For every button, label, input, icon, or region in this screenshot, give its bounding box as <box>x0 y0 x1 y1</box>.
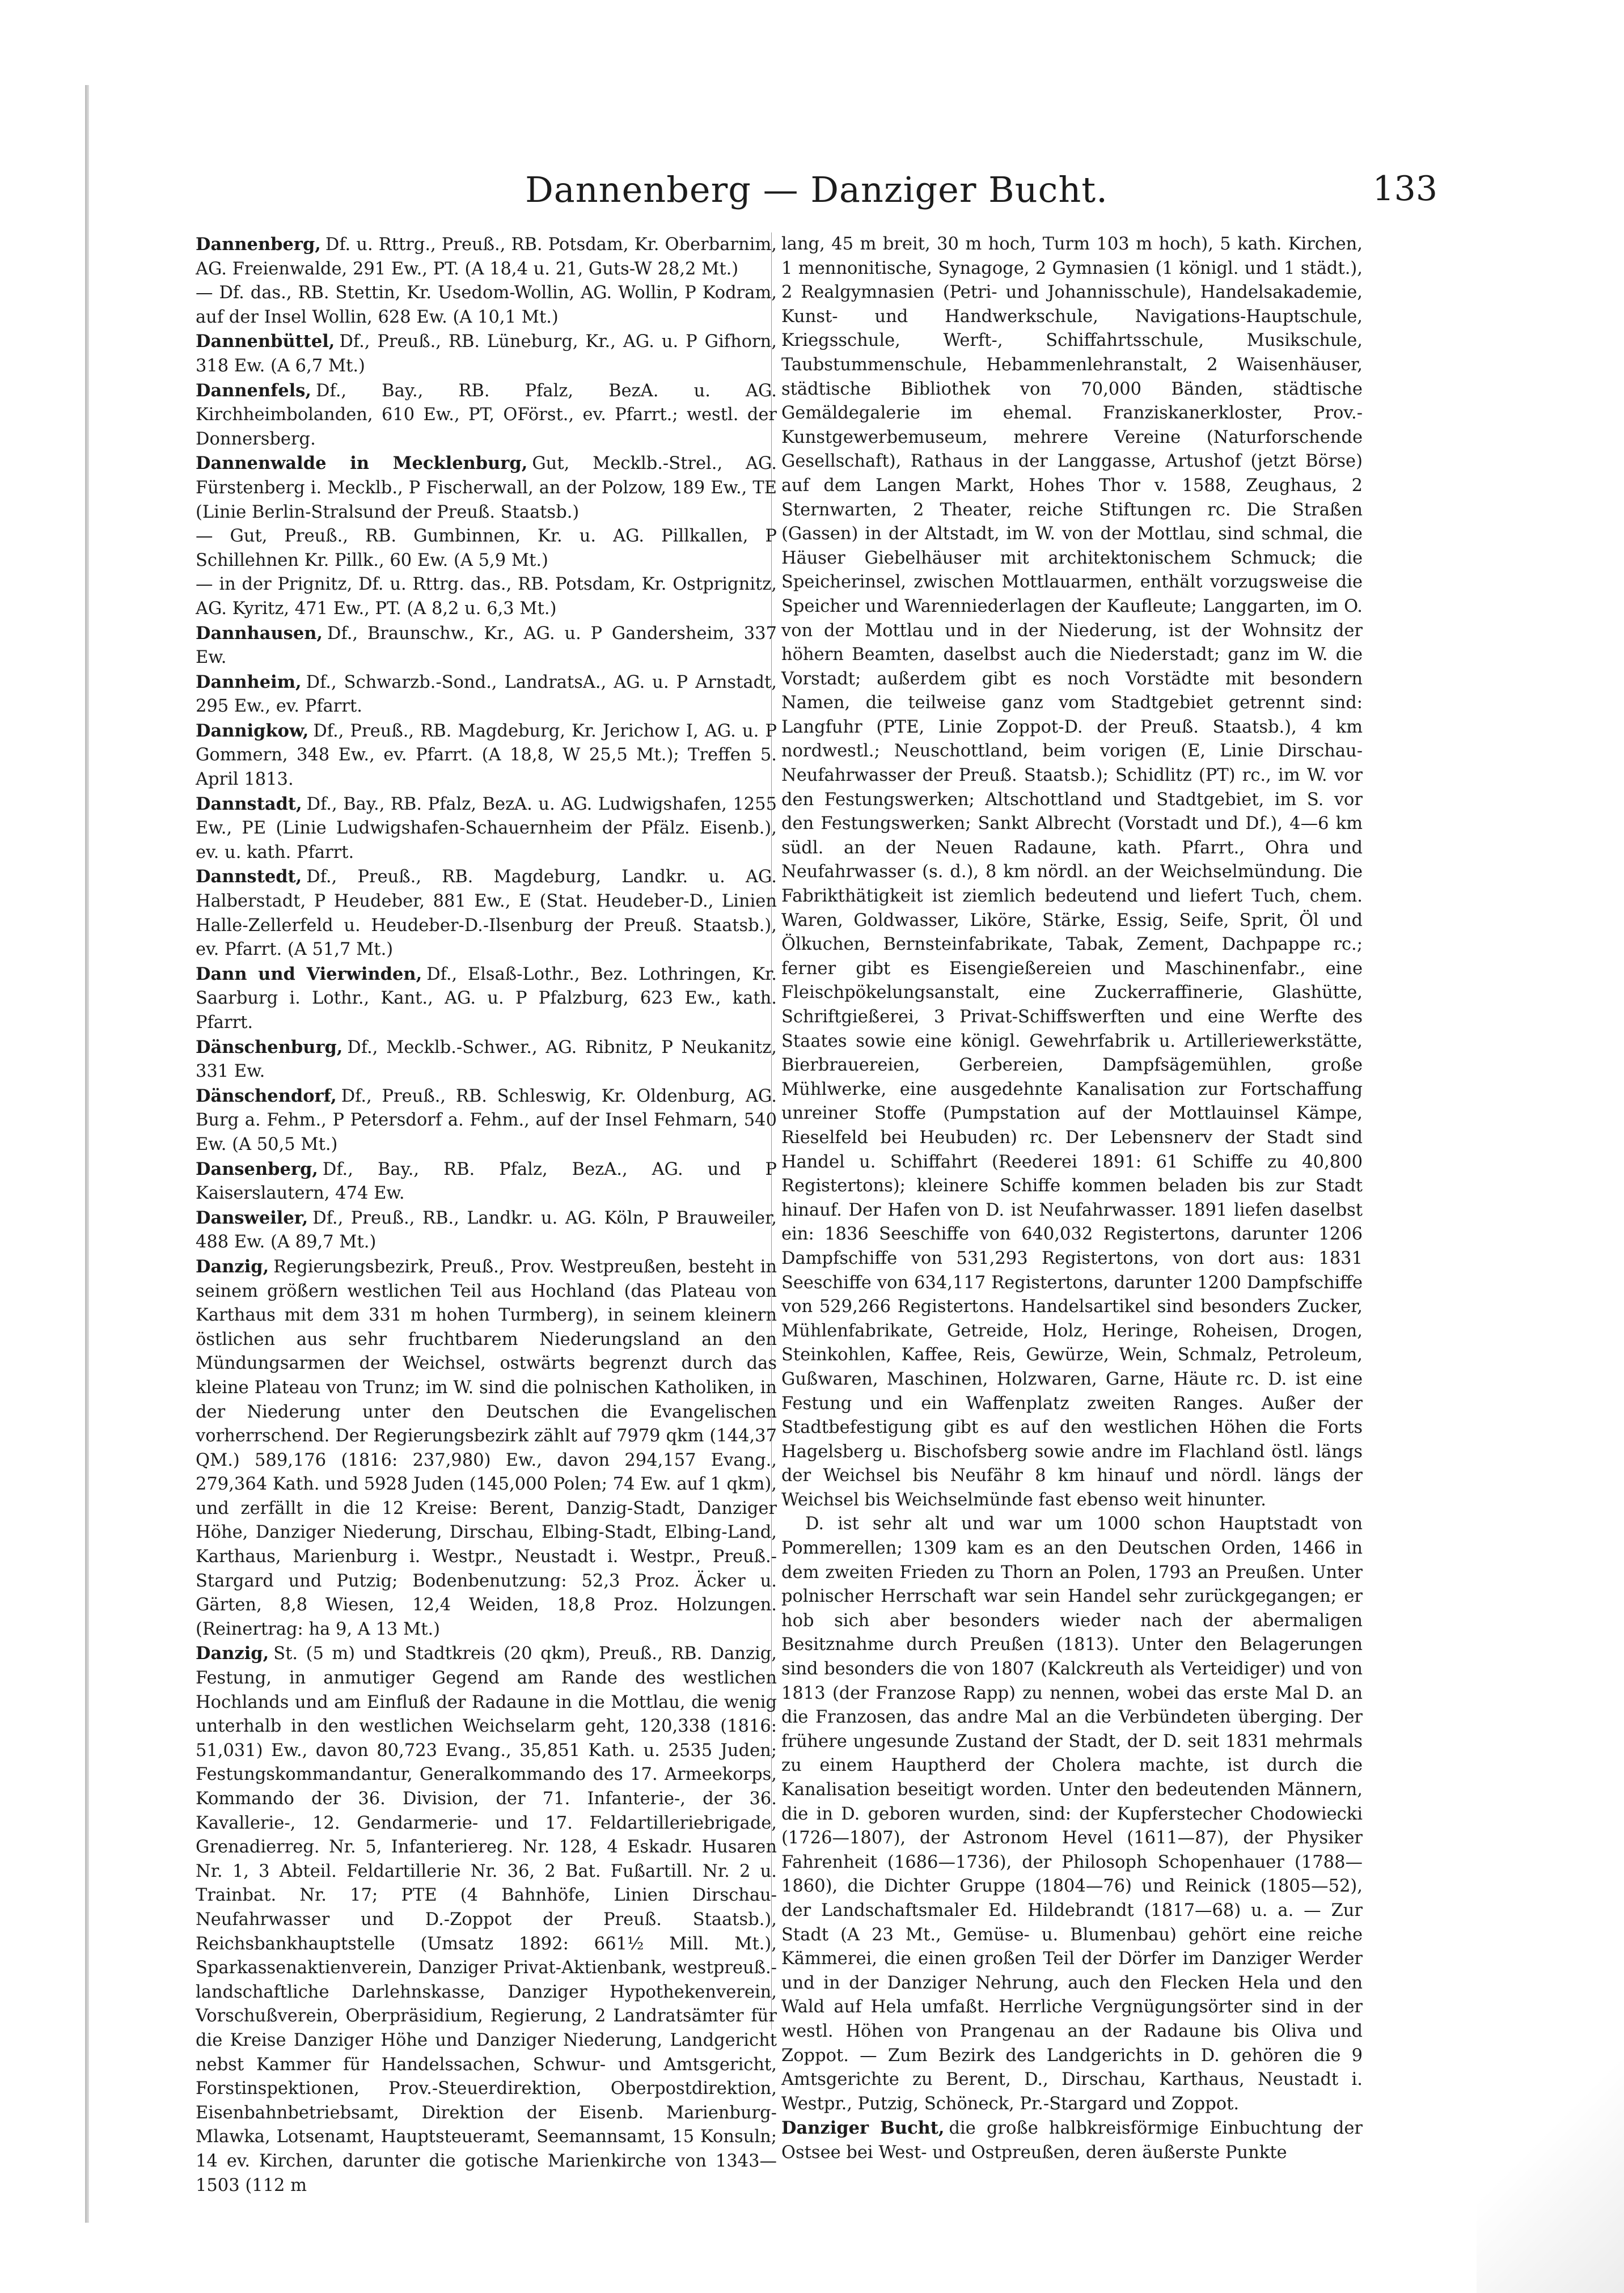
entry-headword: Dann und Vierwinden, <box>196 963 422 984</box>
dictionary-entry <box>781 2116 1363 2165</box>
dictionary-entry <box>196 1157 777 1206</box>
entry-text: Df., Bay., RB. Pfalz, BezA., AG. und P Kaiserslautern, 474 Ew. <box>196 1159 777 1204</box>
entry-headword: Danziger Bucht, <box>781 2118 945 2139</box>
entry-text: die große halbkreisförmige Einbuchtung der Ostsee bei West- und Ostpreußen, deren äußerste Punkte <box>781 2118 1363 2163</box>
dictionary-entry <box>196 379 777 452</box>
entry-headword: Dannhausen, <box>196 623 323 644</box>
entry-text: Df., Mecklb.-Schwer., AG. Ribnitz, P Neukanitz, 331 Ew. <box>196 1037 777 1082</box>
entry-headword: Danzig, <box>196 1643 269 1664</box>
page-left-edge <box>85 85 89 2223</box>
dictionary-entry <box>196 281 777 329</box>
entry-text: Gut, Mecklb.-Strel., AG. Fürstenberg i. Mecklb., P Fischerwall, an der Polzow, 189 Ew., TE (Linie Berlin-Stralsund der Preuß. Staatsb.) <box>196 454 777 522</box>
entry-headword: Dannstedt, <box>196 866 302 887</box>
entry-headword: Dänschendorf, <box>196 1085 337 1106</box>
entry-headword: Dannenberg, <box>196 234 321 255</box>
page-corner-shadow <box>1477 2041 1624 2293</box>
dictionary-entry <box>196 573 777 621</box>
entry-text: Df., Preuß., RB. Magdeburg, Kr. Jerichow I, AG. u. P Gommern, 348 Ew., ev. Pfarrt. (A 18,8, W 25,5 Mt.); Treffen 5. April 1813. <box>196 721 777 790</box>
entry-headword: Dänschenburg, <box>196 1036 343 1057</box>
dictionary-entry <box>196 1035 777 1084</box>
entry-headword: Dansenberg, <box>196 1158 318 1179</box>
entry-text: Df., Preuß., RB. Magdeburg, Landkr. u. AG. Halberstadt, P Heudeber, 881 Ew., E (Stat. Heudeber-D., Linien Halle-Zellerfeld u. Heudeber-D.-Ilsenburg der Preuß. Staatsb.), ev. Pfarrt. (A 51,7 Mt.) <box>196 867 777 960</box>
left-column <box>196 232 777 2195</box>
page-header <box>196 169 1437 231</box>
dictionary-entry <box>196 232 777 281</box>
entry-headword: Dannenfels, <box>196 380 312 401</box>
page-number: 133 <box>1372 169 1437 209</box>
entry-text: Df., Preuß., RB., Landkr. u. AG. Köln, P Brauweiler, 488 Ew. (A 89,7 Mt.) <box>196 1208 777 1253</box>
dictionary-entry <box>781 1512 1363 2116</box>
dictionary-entry <box>196 1642 777 2198</box>
dictionary-entry <box>196 451 777 524</box>
dictionary-entry <box>196 621 777 670</box>
entry-text: — in der Prignitz, Df. u. Rttrg. das., RB. Potsdam, Kr. Ostprignitz, AG. Kyritz, 471 Ew., PT. (A 8,2 u. 6,3 Mt.) <box>196 574 777 619</box>
dictionary-entry <box>196 1084 777 1157</box>
entry-headword: Dannheim, <box>196 671 302 692</box>
entry-text: Df., Preuß., RB. Lüneburg, Kr., AG. u. P Gifhorn, 318 Ew. (A 6,7 Mt.) <box>196 332 777 376</box>
dictionary-entry <box>196 792 777 865</box>
entry-headword: Dannenwalde in Mecklenburg, <box>196 453 528 474</box>
entry-headword: Dannstadt, <box>196 793 302 814</box>
entry-text: — Gut, Preuß., RB. Gumbinnen, Kr. u. AG. Pillkallen, P Schillehnen Kr. Pillk., 60 Ew. (A 5,9 Mt.) <box>196 526 777 570</box>
entry-text: Df., Bay., RB. Pfalz, BezA. u. AG. Kirchheimbolanden, 610 Ew., PT, OFörst., ev. Pfarrt.; westl. der Donnersberg. <box>196 380 777 449</box>
entry-text: Df., Preuß., RB. Schleswig, Kr. Oldenburg, AG. Burg a. Fehm., P Petersdorf a. Fehm., auf der Insel Fehmarn, 540 Ew. (A 50,5 Mt.) <box>196 1086 777 1154</box>
dictionary-entry <box>781 232 1363 1512</box>
dictionary-entry <box>196 962 777 1035</box>
entry-text: lang, 45 m breit, 30 m hoch, Turm 103 m hoch), 5 kath. Kirchen, 1 mennonitische, Synagoge, 2 Gymnasien (1 königl. und 1 städt.), 2 Realgymnasien (Petri- und Johannisschule), Handelsakademie, Kunst- und Handwerkschule, Navigations-Hauptschule, Kriegsschule, Werft-, Schiffahrtsschule, Musikschule, Taubstummenschule, Hebammenlehranstalt, 2 Waisenhäuser, städtische Bibliothek von 70,000 Bänden, städtische Gemäldegalerie im ehemal. Franziskanerkloster, Prov.-Kunstgewerbemuseum, mehrere Vereine (Naturforschende Gesellschaft), Rathaus in der Langgasse, Artushof (jetzt Börse) auf dem Langen Markt, Hohes Thor v. 1588, Zeughaus, 2 Sternwarten, 2 Theater, reiche Stiftungen rc. Die Straßen (Gassen) in der Altstadt, im W. von der Mottlau, sind schmal, die Häuser Giebelhäuser mit architektonischem Schmuck; die Speicherinsel, zwischen Mottlauarmen, enthält vorzugsweise die Speicher und Warenniederlagen der Kaufleute; Langgarten, im O. von der Mottlau und in der Niederung, ist der Wohnsitz der höhern Beamten, daselbst auch die Niederstadt; ganz im W. die Vorstadt; außerdem gibt es noch Vorstädte mit besondern Namen, die teilweise ganz vom Stadtgebiet getrennt sind: Langfuhr (PTE, Linie Zoppot-D. der Preuß. Staatsb.), 4 km nordwestl.; Neuschottland, beim vorigen (E, Linie Dirschau-Neufahrwasser der Preuß. Staatsb.); Schidlitz (PT) rc., im W. vor den Festungswerken; Altschottland und Stadtgebiet, im S. vor den Festungswerken; Sankt Albrecht (Vorstadt und Df.), 4—6 km südl. an der Neuen Radaune, kath. Pfarrt., Ohra und Neufahrwasser (s. d.), 8 km nördl. an der Weichselmündung. Die Fabrikthätigkeit ist ziemlich bedeutend und liefert Tuch, chem. Waren, Goldwasser, Liköre, Stärke, Essig, Seife, Sprit, Öl und Ölkuchen, Bernsteinfabrikate, Tabak, Zement, Dachpappe rc.; ferner gibt es Eisengießereien und Maschinenfabr., eine Fleischpökelungsanstalt, eine Zuckerraffinerie, Glashütte, Schriftgießerei, 3 Privat-Schiffswerften und eine Werfte des Staates sowie eine königl. Gewehrfabrik u. Artilleriewerkstätte, Bierbrauereien, Gerbereien, Dampfsägemühlen, große Mühlwerke, eine ausgedehnte Kanalisation zur Fortschaffung unreiner Stoffe (Pumpstation auf der Mottlauinsel Kämpe, Rieselfeld bei Heubuden) rc. Der Lebensnerv der Stadt sind Handel u. Schiffahrt (Reederei 1891: 61 Schiffe zu 40,800 Registertons); kleinere Schiffe kommen beladen bis zur Stadt hinauf. Der Hafen von D. ist Neufahrwasser. 1891 liefen daselbst ein: 1836 Seeschiffe von 640,032 Registertons, darunter 1206 Dampfschiffe von 531,293 Registertons, von dort aus: 1831 Seeschiffe von 634,117 Registertons, darunter 1200 Dampfschiffe von 529,266 Registertons. Handelsartikel sind besonders Zucker, Mühlenfabrikate, Getreide, Holz, Heringe, Roheisen, Drogen, Steinkohlen, Kaffee, Reis, Gewürze, Wein, Schmalz, Petroleum, Gußwaren, Maschinen, Holzwaren, Garne, Häute rc. D. ist eine Festung und ein Waffenplatz zweiten Ranges. Außer der Stadtbefestigung gibt es auf den westlichen Höhen die Forts Hagelsberg u. Bischofsberg sowie andre im Flachland östl. längs der Weichsel bis Neufähr 8 km hinauf und nördl. längs der Weichsel bis Weichselmünde fast ebenso weit hinunter. <box>781 234 1363 1510</box>
dictionary-entry <box>196 1206 777 1255</box>
entry-text: Regierungsbezirk, Preuß., Prov. Westpreußen, besteht in seinem größern westlichen Teil aus Hochland (das Plateau von Karthaus mit dem 331 m hohen Turmberg), in seinem kleinern östlichen aus sehr fruchtbarem Niederungsland an den Mündungsarmen der Weichsel, ostwärts begrenzt durch das kleine Plateau von Trunz; im W. sind die polnischen Katholiken, in der Niederung unter den Deutschen die Evangelischen vorherrschend. Der Regierungsbezirk zählt auf 7979 qkm (144,37 QM.) 589,176 (1816: 237,980) Ew., davon 294,157 Evang., 279,364 Kath. und 5928 Juden (145,000 Polen; 74 Ew. auf 1 qkm), und zerfällt in die 12 Kreise: Berent, Danzig-Stadt, Danziger Höhe, Danziger Niederung, Dirschau, Elbing-Stadt, Elbing-Land, Karthaus, Marienburg i. Westpr., Neustadt i. Westpr., Preuß.-Stargard und Putzig; Bodenbenutzung: 52,3 Proz. Äcker u. Gärten, 8,8 Wiesen, 12,4 Weiden, 18,8 Proz. Holzungen. (Reinertrag: ha 9, A 13 Mt.) <box>196 1257 777 1639</box>
entry-text: Df. u. Rttrg., Preuß., RB. Potsdam, Kr. Oberbarnim, AG. Freienwalde, 291 Ew., PT. (A 18,4 u. 21, Guts-W 28,2 Mt.) <box>196 235 777 279</box>
running-title: Dannenberg — Danziger Bucht. <box>525 169 1108 210</box>
entry-text: Df., Elsaß-Lothr., Bez. Lothringen, Kr. Saarburg i. Lothr., Kant., AG. u. P Pfalzburg, 623 Ew., kath. Pfarrt. <box>196 964 777 1033</box>
entry-headword: Danzig, <box>196 1256 269 1277</box>
entry-headword: Dannenbüttel, <box>196 331 335 352</box>
entry-text: Df., Bay., RB. Pfalz, BezA. u. AG. Ludwigshafen, 1255 Ew., PE (Linie Ludwigshafen-Schauernheim der Pfälz. Eisenb.), ev. u. kath. Pfarrt. <box>196 794 777 862</box>
entry-text: — Df. das., RB. Stettin, Kr. Usedom-Wollin, AG. Wollin, P Kodram, auf der Insel Wollin, 628 Ew. (A 10,1 Mt.) <box>196 283 777 327</box>
right-column <box>781 232 1363 2163</box>
entry-headword: Dansweiler, <box>196 1207 308 1228</box>
dictionary-entry <box>196 524 777 573</box>
entry-text: Df., Braunschw., Kr., AG. u. P Gandersheim, 337 Ew. <box>196 623 777 668</box>
entry-text: D. ist sehr alt und war um 1000 schon Hauptstadt von Pommerellen; 1309 kam es an den Deutschen Orden, 1466 in dem zweiten Frieden zu Thorn an Polen, 1793 an Preußen. Unter polnischer Herrschaft war sein Handel sehr zurückgegangen; er hob sich aber besonders wieder nach der abermaligen Besitznahme durch Preußen (1813). Unter den Belagerungen sind besonders die von 1807 (Kalckreuth als Verteidiger) und von 1813 (der Franzose Rapp) zu nennen, wobei das erste Mal D. an die Franzosen, das andre Mal an die Verbündeten überging. Der frühere ungesunde Zustand der Stadt, der D. seit 1831 mehrmals zu einem Hauptherd der Cholera machte, ist durch die Kanalisation beseitigt worden. Unter den bedeutenden Männern, die in D. geboren wurden, sind: der Kupferstecher Chodowiecki (1726—1807), der Astronom Hevel (1611—87), der Physiker Fahrenheit (1686—1736), der Philosoph Schopenhauer (1788—1860), die Dichter Gruppe (1804—76) und Reinick (1805—52), der Landschaftsmaler Ed. Hildebrandt (1817—68) u. a. — Zur Stadt (A 23 Mt., Gemüse- u. Blumenbau) gehört eine reiche Kämmerei, die einen großen Teil der Dörfer im Danziger Werder und in der Danziger Nehrung, auch den Flecken Hela und den Wald auf Hela umfaßt. Herrliche Vergnügungsörter sind in der westl. Höhen von Prangenau an der Radaune bis Oliva und Zoppot. — Zum Bezirk des Landgerichts in D. gehören die 9 Amtsgerichte zu Berent, D., Dirschau, Karthaus, Neustadt i. Westpr., Putzig, Schöneck, Pr.-Stargard und Zoppot. <box>781 1514 1363 2114</box>
entry-headword: Dannigkow, <box>196 720 309 741</box>
dictionary-entry <box>196 1255 777 1642</box>
dictionary-entry <box>196 865 777 962</box>
entry-text: St. (5 m) und Stadtkreis (20 qkm), Preuß., RB. Danzig, Festung, in anmutiger Gegend am Rande des westlichen Hochlands und am Einfluß der Radaune in die Mottlau, die wenig unterhalb in den westlichen Weichselarm geht, 120,338 (1816: 51,031) Ew., davon 80,723 Evang., 35,851 Kath. u. 2535 Juden; Festungskommandantur, Generalkommando des 17. Armeekorps, Kommando der 36. Division, der 71. Infanterie-, der 36. Kavallerie-, 12. Gendarmerie- und 17. Feldartilleriebrigade, Grenadierreg. Nr. 5, Infanteriereg. Nr. 128, 4 Eskadr. Husaren Nr. 1, 3 Abteil. Feldartillerie Nr. 36, 2 Bat. Fußartill. Nr. 2 u. Trainbat. Nr. 17; PTE (4 Bahnhöfe, Linien Dirschau-Neufahrwasser und D.-Zoppot der Preuß. Staatsb.), Reichsbankhauptstelle (Umsatz 1892: 661½ Mill. Mt.), Sparkassenaktienverein, Danziger Privat-Aktienbank, westpreuß.-landschaftliche Darlehnskasse, Danziger Hypothekenverein, Vorschußverein, Oberpräsidium, Regierung, 2 Landratsämter für die Kreise Danziger Höhe und Danziger Niederung, Landgericht nebst Kammer für Handelssachen, Schwur- und Amtsgericht, Forstinspektionen, Prov.-Steuerdirektion, Oberpostdirektion, Eisenbahnbetriebsamt, Direktion der Eisenb. Marienburg-Mlawka, Lotsenamt, Hauptsteueramt, Seemannsamt, 15 Konsuln; 14 ev. Kirchen, darunter die gotische Marienkirche von 1343—1503 (112 m <box>196 1644 777 2195</box>
entry-text: Df., Schwarzb.-Sond., LandratsA., AG. u. P Arnstadt, 295 Ew., ev. Pfarrt. <box>196 672 777 717</box>
dictionary-entry <box>196 329 777 378</box>
dictionary-entry <box>196 670 777 719</box>
dictionary-entry <box>196 719 777 792</box>
